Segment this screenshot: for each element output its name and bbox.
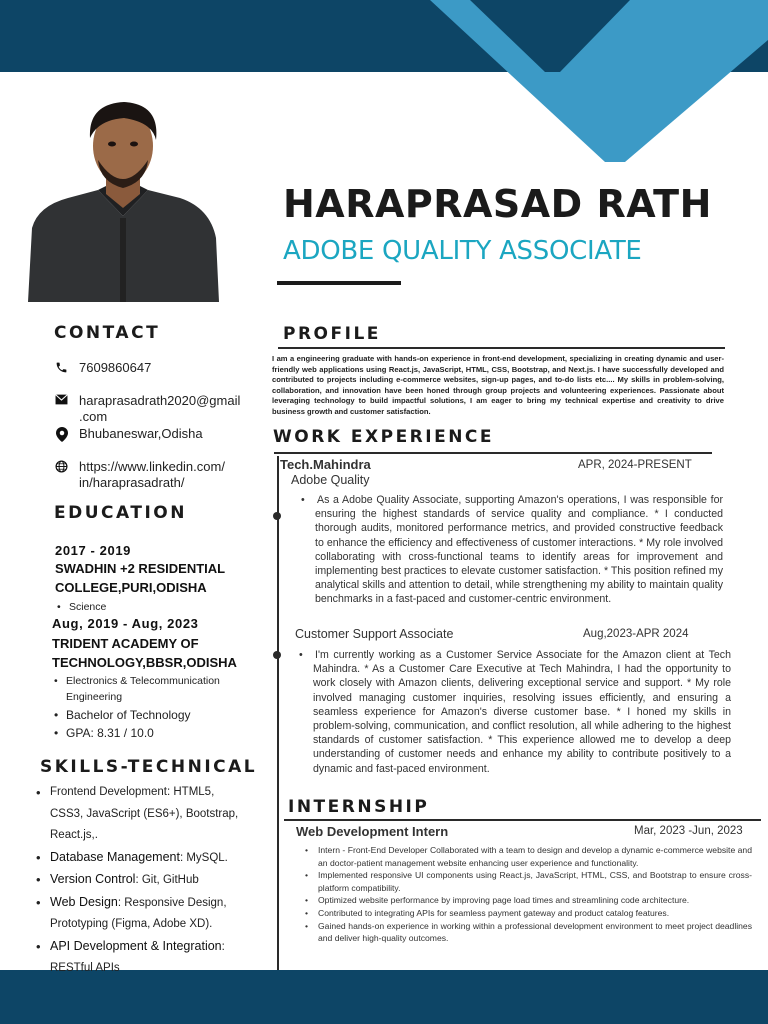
profile-photo bbox=[28, 98, 219, 302]
contact-linkedin bbox=[54, 459, 225, 491]
education-detail-continued: Engineering bbox=[66, 691, 123, 703]
work-experience-rule bbox=[274, 452, 712, 454]
email-address[interactable] bbox=[79, 393, 240, 425]
candidate-name: HARAPRASAD RATH bbox=[283, 182, 712, 226]
job-date: Aug,2023-APR 2024 bbox=[583, 628, 689, 640]
timeline-dot bbox=[273, 651, 281, 659]
internship-bullet: • Implemented responsive UI components using React.js, JavaScript, HTML, CSS, and Bootstrap to ensure cross-platform compatibility. bbox=[318, 869, 752, 894]
internship-description bbox=[318, 844, 752, 945]
skills-heading: SKILLS-TECHNICAL bbox=[40, 757, 258, 777]
company-name: Tech.Mahindra bbox=[280, 457, 371, 472]
candidate-role: ADOBE QUALITY ASSOCIATE bbox=[283, 236, 642, 266]
education-school-line-1: TRIDENT ACADEMY OF bbox=[52, 636, 199, 651]
education-detail: • GPA: 8.31 / 10.0 bbox=[52, 725, 237, 741]
skills-list bbox=[36, 782, 268, 980]
education-years: 2017 - 2019 bbox=[55, 543, 131, 558]
education-entry bbox=[52, 616, 237, 741]
job-description bbox=[315, 493, 723, 607]
education-detail: • Electronics & Telecommunication bbox=[52, 673, 237, 689]
email-line-2: .com bbox=[79, 409, 108, 424]
education-school-line-2: TECHNOLOGY,BBSR,ODISHA bbox=[52, 655, 237, 670]
job-bullet: • I'm currently working as a Customer Service Associate for the Amazon client at Tech Mahindra. * As a Customer Care Executive at Tech Mahindra, I had the opportunity to work closely with Amazon clients, delivering exceptional service and support. * My role involved managing customer inquiries, resolving issues efficiently, and ensuring a seamless experience for Amazon's diverse customer base. * I honed my skills in problem-solving, communication, and conflict resolution, all while adhering to the highest standards of customer satisfaction. * This experience allowed me to develop a deep understanding of customer needs and enhance my ability to contribute positively to a dynamic and fast-paced environment. bbox=[313, 648, 731, 776]
skill-item-continued: Prototyping (Figma, Adobe XD). bbox=[50, 918, 213, 930]
internship-bullet: • Gained hands-on experience in working within a professional development environment to meet project deadlines and deliver high-quality outcomes. bbox=[318, 920, 752, 945]
linkedin-line-2: in/haraprasadrath/ bbox=[79, 475, 185, 490]
email-line-1: haraprasadrath2020@gmail bbox=[79, 393, 241, 408]
education-detail: • Science bbox=[55, 599, 225, 615]
contact-heading: CONTACT bbox=[54, 323, 161, 343]
location-text: Bhubaneswar,Odisha bbox=[79, 426, 203, 441]
internship-bullet: • Contributed to integrating APIs for seamless payment gateway and product catalog features. bbox=[318, 907, 752, 920]
timeline-dot bbox=[273, 512, 281, 520]
header-divider bbox=[277, 281, 401, 285]
internship-bullet: • Intern - Front-End Developer Collaborated with a team to design and develop a dynamic e-commerce website and an doctor-patient management website enhancing user experience and functionality. bbox=[318, 844, 752, 869]
internship-title: Web Development Intern bbox=[296, 824, 449, 839]
internship-date: Mar, 2023 -Jun, 2023 bbox=[634, 825, 743, 837]
skill-item-continued: React.js,. bbox=[50, 829, 98, 841]
profile-summary: I am a engineering graduate with hands-on experience in front-end development, specializing in creating dynamic and user-friendly web applications using React.js, JavaScript, HTML, CSS, Bootstrap, and Next.js. I have successfully developed and contributed to projects including e-commerce websites, sign-up pages, and to-do lists etc.... My skills in problem-solving, collaboration, and innovation have been honed through group projects and volunteering experiences. Passionate about leveraging technology to build impactful solutions, I am eager to bring my technical expertise and creativity to drive business growth and customer satisfaction. bbox=[272, 354, 724, 416]
job-title: Customer Support Associate bbox=[295, 627, 454, 641]
skill-item: • Web Design: Responsive Design, bbox=[36, 892, 268, 915]
contact-email bbox=[54, 393, 240, 425]
job-date: APR, 2024-PRESENT bbox=[578, 459, 692, 471]
education-years: Aug, 2019 - Aug, 2023 bbox=[52, 616, 199, 631]
profile-heading: PROFILE bbox=[283, 324, 381, 344]
education-heading: EDUCATION bbox=[54, 503, 187, 523]
internship-rule bbox=[284, 819, 761, 821]
education-school-line-1: SWADHIN +2 RESIDENTIAL bbox=[55, 561, 226, 576]
internship-bullet: • Optimized website performance by improving page load times and streamlining code architecture. bbox=[318, 894, 752, 907]
contact-phone bbox=[54, 360, 151, 376]
skill-item: • API Development & Integration: bbox=[36, 936, 268, 959]
location-pin-icon bbox=[54, 426, 69, 442]
skill-item-continued: CSS3, JavaScript (ES6+), Bootstrap, bbox=[50, 807, 239, 820]
globe-icon bbox=[54, 459, 69, 491]
skill-item-continued: RESTful APIs bbox=[50, 962, 120, 974]
skill-item: • Frontend Development: HTML5, bbox=[36, 782, 268, 804]
contact-location bbox=[54, 426, 203, 442]
skill-item: • Version Control: Git, GitHub bbox=[36, 869, 268, 892]
phone-icon bbox=[54, 360, 69, 376]
education-entry bbox=[55, 543, 225, 615]
education-detail: • Bachelor of Technology bbox=[52, 707, 237, 723]
job-description bbox=[313, 648, 731, 776]
education-school-line-2: COLLEGE,PURI,ODISHA bbox=[55, 580, 207, 595]
timeline-line bbox=[277, 456, 279, 970]
skill-item: • Database Management: MySQL. bbox=[36, 847, 268, 870]
profile-rule bbox=[278, 347, 725, 349]
linkedin-link[interactable] bbox=[79, 459, 225, 491]
internship-heading: INTERNSHIP bbox=[288, 797, 430, 817]
work-experience-heading: WORK EXPERIENCE bbox=[273, 427, 495, 447]
phone-number: 7609860647 bbox=[79, 360, 152, 375]
mail-icon bbox=[54, 393, 69, 425]
job-title: Adobe Quality bbox=[291, 473, 370, 487]
linkedin-line-1: https://www.linkedin.com/ bbox=[79, 459, 225, 474]
job-bullet: • As a Adobe Quality Associate, supporting Amazon's operations, I was responsible for ensuring the highest standards of service quality and compliance. * I conducted thorough audits, monitored performance metrics, and provided constructive feedback to enhance the efficiency and effectiveness of customer interactions. * My role involved collaborating with cross-functional teams to identify areas for improvement and implementing best practices to elevate customer satisfaction. * This position refined my analytical skills and attention to detail, while strengthening my ability to maintain quality benchmarks in a fast-paced and customer-centric environment. bbox=[315, 493, 723, 607]
